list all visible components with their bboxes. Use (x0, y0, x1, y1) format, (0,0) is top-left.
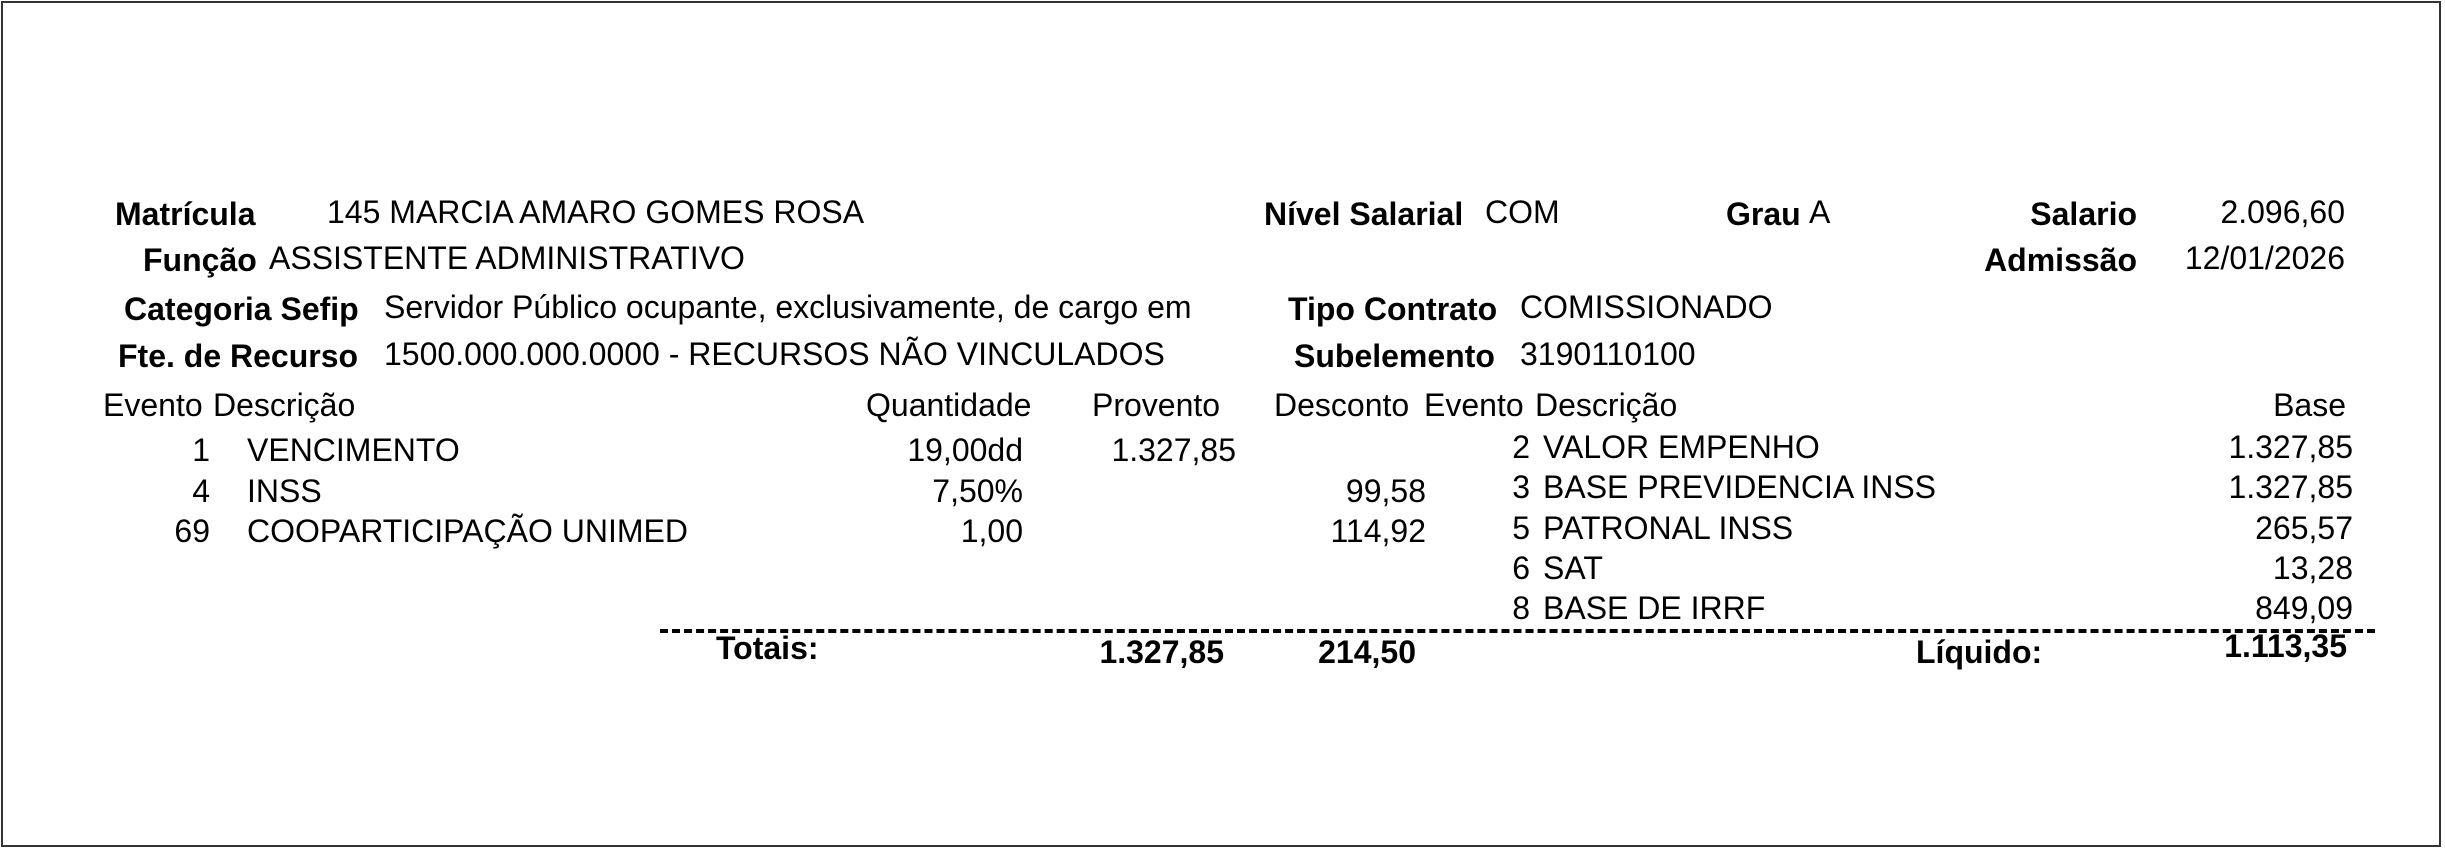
base-row-5-descricao: BASE DE IRRF (1543, 590, 1766, 626)
base-row-4-evento: 6 (1512, 550, 1530, 586)
funcao-value: ASSISTENTE ADMINISTRATIVO (269, 240, 745, 276)
categoria-sefip-label: Categoria Sefip (124, 291, 359, 327)
matricula-value: 145 MARCIA AMARO GOMES ROSA (327, 194, 865, 230)
table-row-3-quantidade: 1,00 (960, 513, 1023, 549)
liquido-label: Líquido: (1916, 634, 2043, 670)
base-row-1-evento: 2 (1512, 429, 1530, 465)
col-header-evento: Evento (103, 387, 203, 423)
document-frame (1, 1, 2441, 847)
subelemento-label: Subelemento (1294, 338, 1495, 374)
salario-label: Salario (2030, 196, 2137, 232)
col-header-base: Base (2273, 387, 2346, 423)
base-row-1-descricao: VALOR EMPENHO (1543, 429, 1820, 465)
base-row-3-descricao: PATRONAL INSS (1543, 510, 1794, 546)
grau-value: A (1809, 194, 1831, 230)
tipo-contrato-value: COMISSIONADO (1520, 289, 1773, 325)
col-header-evento-base: Evento (1424, 387, 1524, 423)
base-row-2-evento: 3 (1512, 469, 1530, 505)
table-row-2-desconto: 99,58 (1345, 473, 1426, 509)
col-header-provento: Provento (1092, 387, 1221, 423)
admissao-value: 12/01/2026 (2184, 240, 2345, 276)
table-row-3-desconto: 114,92 (1330, 513, 1426, 549)
grau-label: Grau (1726, 196, 1801, 232)
base-row-2-descricao: BASE PREVIDENCIA INSS (1543, 469, 1937, 505)
tipo-contrato-label: Tipo Contrato (1288, 291, 1498, 327)
base-row-1-valor: 1.327,85 (2228, 429, 2353, 465)
fonte-recurso-label: Fte. de Recurso (118, 338, 359, 374)
table-row-2-quantidade: 7,50% (932, 473, 1023, 509)
base-row-4-descricao: SAT (1543, 550, 1603, 586)
table-row-1-quantidade: 19,00dd (907, 432, 1023, 468)
funcao-label: Função (143, 242, 257, 278)
salario-value: 2.096,60 (2220, 194, 2345, 230)
fonte-recurso-value: 1500.000.000.0000 - RECURSOS NÃO VINCULADOS (384, 336, 1165, 372)
totais-label: Totais: (716, 630, 819, 666)
total-provento: 1.327,85 (1099, 634, 1224, 670)
table-row-3-evento: 69 (174, 513, 210, 549)
table-row-1-provento: 1.327,85 (1111, 432, 1236, 468)
table-row-1-evento: 1 (192, 432, 210, 468)
base-row-5-evento: 8 (1512, 590, 1530, 626)
base-row-5-valor: 849,09 (2255, 590, 2353, 626)
matricula-label: Matrícula (115, 196, 256, 232)
col-header-descricao: Descrição (213, 387, 356, 423)
table-row-1-descricao: VENCIMENTO (247, 432, 460, 468)
table-row-2-descricao: INSS (247, 473, 322, 509)
total-desconto: 214,50 (1318, 634, 1416, 670)
table-row-2-evento: 4 (192, 473, 210, 509)
base-row-2-valor: 1.327,85 (2228, 469, 2353, 505)
col-header-descricao-base: Descrição (1535, 387, 1678, 423)
col-header-quantidade: Quantidade (866, 387, 1032, 423)
nivel-salarial-label: Nível Salarial (1264, 196, 1464, 232)
nivel-salarial-value: COM (1485, 194, 1560, 230)
col-header-desconto: Desconto (1274, 387, 1410, 423)
base-row-3-valor: 265,57 (2255, 510, 2353, 546)
subelemento-value: 3190110100 (1520, 336, 1696, 372)
base-row-3-evento: 5 (1512, 510, 1530, 546)
liquido-value: 1.113,35 (2224, 628, 2347, 664)
table-row-3-descricao: COOPARTICIPAÇÃO UNIMED (247, 513, 688, 549)
admissao-label: Admissão (1984, 242, 2137, 278)
categoria-sefip-value: Servidor Público ocupante, exclusivamente, de cargo em (384, 289, 1192, 325)
base-row-4-valor: 13,28 (2272, 550, 2353, 586)
